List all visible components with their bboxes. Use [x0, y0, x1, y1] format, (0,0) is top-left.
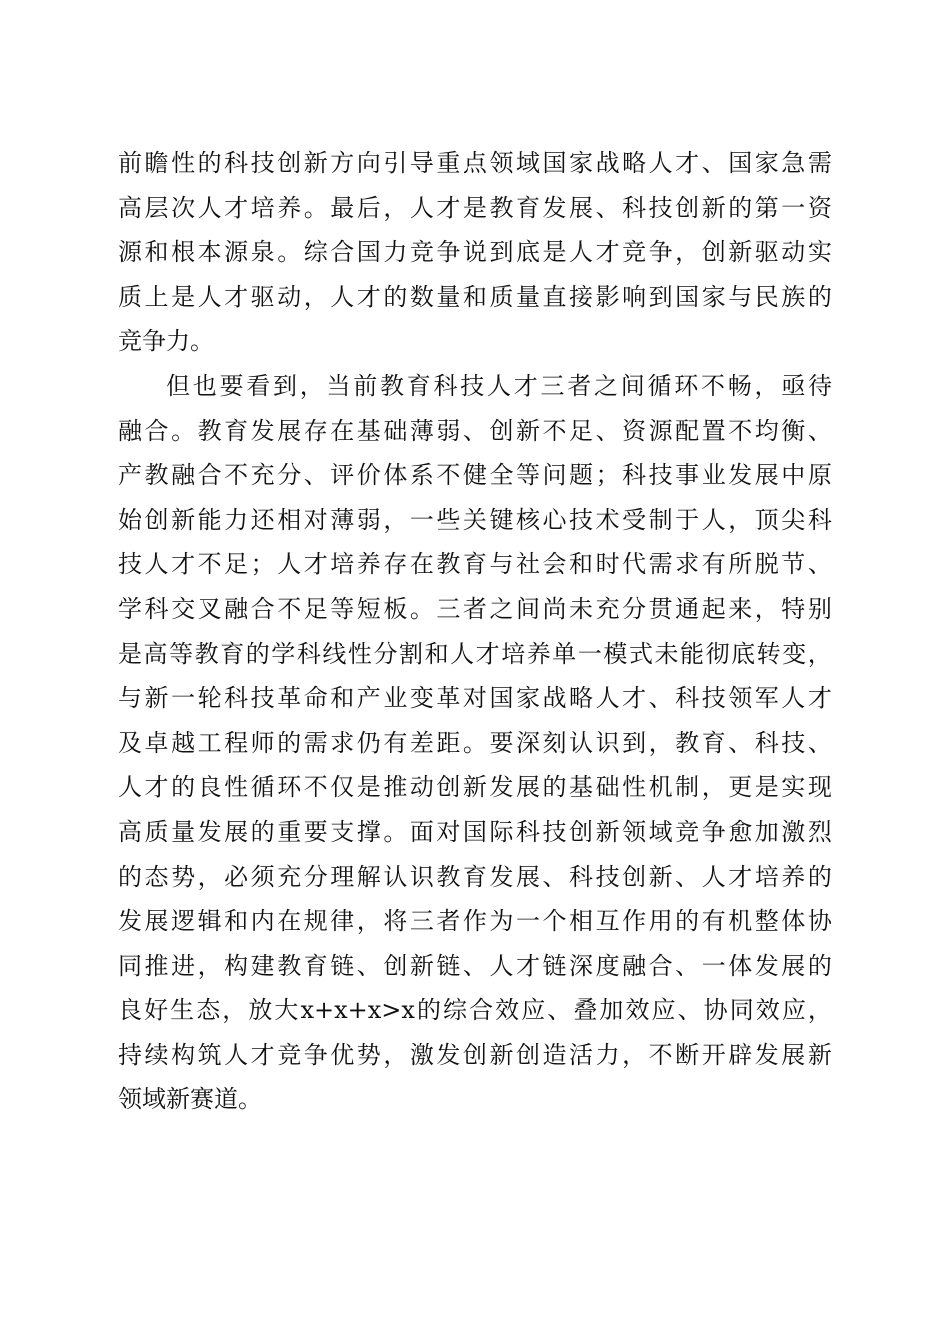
body-text: [118, 141, 832, 1122]
text-line: 技 人 才 不 足 ； 人 才 培 养 存 在 教 育 与 社 会 和 时 代 需 求 有 所 脱 节 、: [118, 550, 832, 579]
paragraph-1: [118, 141, 832, 364]
text-line: 源 和 根 本 源 泉 。 综 合 国 力 竞 争 说 到 底 是 人 才 竞 争 ， 创 新 驱 动 实: [118, 238, 832, 267]
text-line: 竞争力。: [118, 327, 214, 356]
text-line: 是 高 等 教 育 的 学 科 线 性 分 割 和 人 才 培 养 单 一 模 式 未 能 彻 底 转 变 ，: [118, 639, 832, 668]
text-line: 高 层 次 人 才 培 养 。 最 后 ， 人 才 是 教 育 发 展 、 科 技 创 新 的 第 一 资: [118, 193, 832, 222]
text-line: 良 好 生 态 ， 放 大 x+x+x>x 的 综 合 效 应 、 叠 加 效 应 、 协 同 效 应 ，: [118, 996, 832, 1025]
text-line: 质 上 是 人 才 驱 动 ， 人 才 的 数 量 和 质 量 直 接 影 响 到 国 家 与 民 族 的: [118, 282, 832, 311]
text-line: 学 科 交 叉 融 合 不 足 等 短 板 。 三 者 之 间 尚 未 充 分 贯 通 起 来 ， 特 别: [118, 594, 832, 623]
text-line: 领域新赛道。: [118, 1085, 262, 1114]
text-line: 同 推 进 ， 构 建 教 育 链 、 创 新 链 、 人 才 链 深 度 融 合 、 一 体 发 展 的: [118, 951, 832, 980]
text-line: 及 卓 越 工 程 师 的 需 求 仍 有 差 距 。 要 深 刻 认 识 到 ， 教 育 、 科 技 、: [118, 728, 832, 757]
text-line: 但 也 要 看 到 ， 当 前 教 育 科 技 人 才 三 者 之 间 循 环 不 畅 ， 亟 待: [166, 371, 832, 400]
paragraph-2: [118, 364, 832, 1122]
text-line: 的 态 势 ， 必 须 充 分 理 解 认 识 教 育 发 展 、 科 技 创 新 、 人 才 培 养 的: [118, 862, 832, 891]
text-line: 融 合 。 教 育 发 展 存 在 基 础 薄 弱 、 创 新 不 足 、 资 源 配 置 不 均 衡 、: [118, 416, 832, 445]
text-line: 持 续 构 筑 人 才 竞 争 优 势 ， 激 发 创 新 创 造 活 力 ， 不 断 开 辟 发 展 新: [118, 1040, 832, 1069]
text-line: 前 瞻 性 的 科 技 创 新 方 向 引 导 重 点 领 域 国 家 战 略 人 才 、 国 家 急 需: [118, 149, 832, 177]
text-line: 始 创 新 能 力 还 相 对 薄 弱 ， 一 些 关 键 核 心 技 术 受 制 于 人 ， 顶 尖 科: [118, 505, 832, 534]
text-line: 产 教 融 合 不 充 分 、 评 价 体 系 不 健 全 等 问 题 ； 科 技 事 业 发 展 中 原: [118, 461, 832, 490]
text-line: 人 才 的 良 性 循 环 不 仅 是 推 动 创 新 发 展 的 基 础 性 机 制 ， 更 是 实 现: [118, 773, 832, 802]
text-line: 高 质 量 发 展 的 重 要 支 撑 。 面 对 国 际 科 技 创 新 领 域 竞 争 愈 加 激 烈: [118, 817, 832, 846]
text-line: 发 展 逻 辑 和 内 在 规 律 ， 将 三 者 作 为 一 个 相 互 作 用 的 有 机 整 体 协: [118, 907, 832, 936]
text-line: 与 新 一 轮 科 技 革 命 和 产 业 变 革 对 国 家 战 略 人 才 、 科 技 领 军 人 才: [118, 684, 832, 713]
